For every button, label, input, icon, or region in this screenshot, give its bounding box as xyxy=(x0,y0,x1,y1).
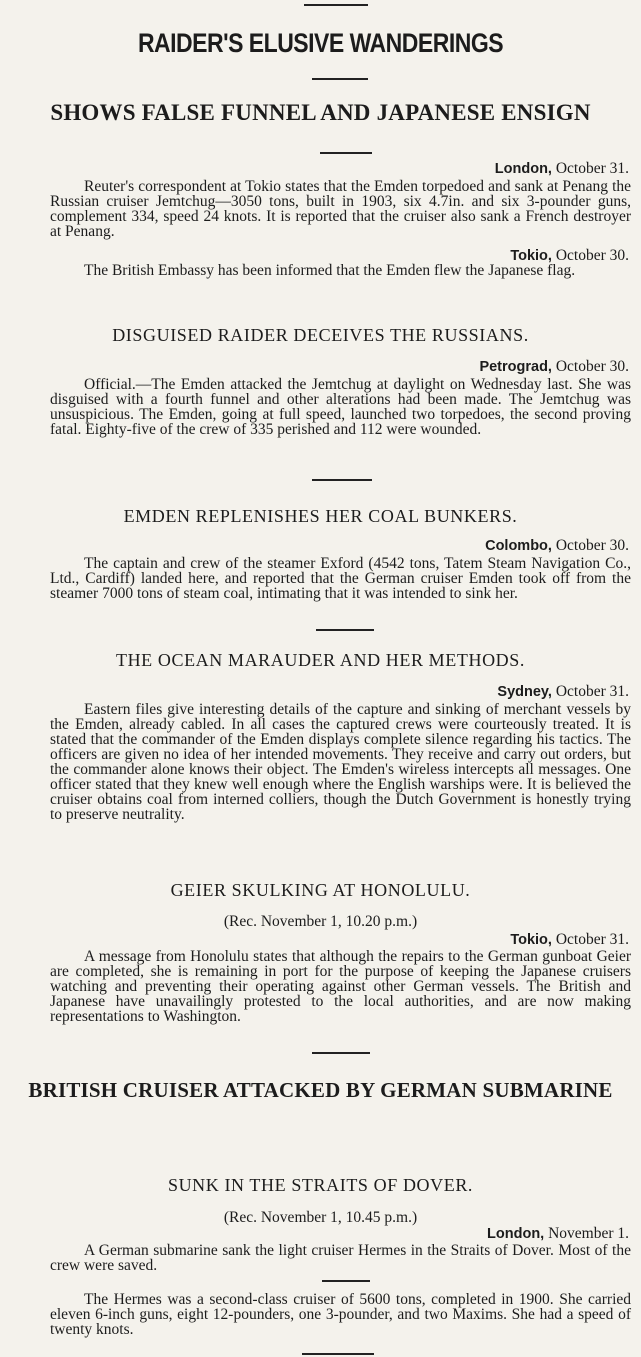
dateline xyxy=(485,537,629,555)
dateline-place: Colombo, xyxy=(485,538,552,554)
dateline-date: October 31. xyxy=(555,683,629,700)
divider xyxy=(312,1052,370,1054)
dateline-date: October 31. xyxy=(555,931,629,948)
paragraph: Reuter's correspondent at Tokio states that the Emden torpedoed and sank at Penang the Russian cruiser Jemtchug—3050 tons, built in 1903, six 4.7in. and six 3-pounder guns, complement 334, speed 24 knots. It is reported that the cruiser also sank a French destroyer at Penang. xyxy=(50,178,631,240)
received-note: (Rec. November 1, 10.45 p.m.) xyxy=(223,1209,418,1226)
dateline-place: London, xyxy=(494,161,552,177)
paragraph: A message from Honolulu states that although the repairs to the German gunboat Geier are completed, she is remaining in port for the purpose of keeping the Japanese cruisers watching and preventing their operating against other German vessels. The British and Japanese have unavailingly protested to the local authorities, and are now making representations to Washington. xyxy=(50,948,631,1025)
dateline-date: October 30. xyxy=(555,247,629,264)
divider xyxy=(322,1280,370,1282)
divider xyxy=(302,1353,374,1355)
divider xyxy=(316,629,374,631)
dateline xyxy=(497,683,629,701)
divider xyxy=(312,479,372,481)
paragraph: The Hermes was a second-class cruiser of 5600 tons, completed in 1900. She carried eleven 6-inch guns, eight 12-pounders, one 3-pounder, and two Maxims. She had a speed of twenty knots. xyxy=(50,1291,631,1338)
divider xyxy=(320,152,372,154)
paragraph: Official.—The Emden attacked the Jemtchug at daylight on Wednesday last. She was disguised with a fourth funnel and other alterations had been made. The Jemtchug was unsuspicious. The Emden, going at full speed, launched two torpedoes, the second proving fatal. Eighty-five of the crew of 335 perished and 112 were wounded. xyxy=(50,376,631,438)
dateline-date: October 30. xyxy=(555,537,629,554)
divider xyxy=(312,78,368,80)
section-heading: DISGUISED RAIDER DECEIVES THE RUSSIANS. xyxy=(112,325,529,345)
dateline-place: Tokio, xyxy=(510,248,552,264)
divider xyxy=(304,4,368,6)
dateline xyxy=(487,1225,629,1243)
dateline-date: October 31. xyxy=(555,160,629,177)
dateline xyxy=(495,160,629,178)
dateline-place: Sydney, xyxy=(497,684,552,700)
dateline-place: Petrograd, xyxy=(479,359,552,375)
dateline xyxy=(510,931,629,949)
dateline-date: October 30. xyxy=(555,358,629,375)
section-heading: EMDEN REPLENISHES HER COAL BUNKERS. xyxy=(123,506,518,526)
dateline-date: November 1. xyxy=(548,1225,629,1242)
section-headline: BRITISH CRUISER ATTACKED BY GERMAN SUBMARINE xyxy=(28,1078,613,1102)
dateline-place: London, xyxy=(487,1226,545,1242)
article-subtitle: SHOWS FALSE FUNNEL AND JAPANESE ENSIGN xyxy=(50,100,591,125)
paragraph: The captain and crew of the steamer Exford (4542 tons, Tatem Steam Navigation Co., Ltd., Cardiff) landed here, and reported that the German cruiser Emden took off from the steamer 7000 tons of steam coal, intimating that it was intended to sink her. xyxy=(50,555,631,602)
received-note: (Rec. November 1, 10.20 p.m.) xyxy=(223,913,418,930)
section-heading: GEIER SKULKING AT HONOLULU. xyxy=(170,880,471,900)
dateline-place: Tokio, xyxy=(510,932,552,948)
dateline xyxy=(479,358,629,376)
section-heading: THE OCEAN MARAUDER AND HER METHODS. xyxy=(115,650,525,670)
article-title: RAIDER'S ELUSIVE WANDERINGS xyxy=(137,27,504,58)
paragraph: A German submarine sank the light cruiser Hermes in the Straits of Dover. Most of the crew were saved. xyxy=(50,1242,631,1274)
paragraph: Eastern files give interesting details of the capture and sinking of merchant vessels by the Emden, already cabled. In all cases the captured crews were courteously treated. It is stated that the commander of the Emden displays complete silence regarding his tactics. The officers are given no idea of her intended movements. They receive and carry out orders, but the commander alone knows their object. The Emden's wireless intercepts all messages. One officer stated that they knew well enough where the English warships were. It is believed the cruiser obtains coal from interned colliers, though the Dutch Government is honestly trying to preserve neutrality. xyxy=(50,701,631,823)
paragraph: The British Embassy has been informed that the Emden flew the Japanese flag. xyxy=(84,262,576,279)
section-subheading: SUNK IN THE STRAITS OF DOVER. xyxy=(167,1175,474,1195)
